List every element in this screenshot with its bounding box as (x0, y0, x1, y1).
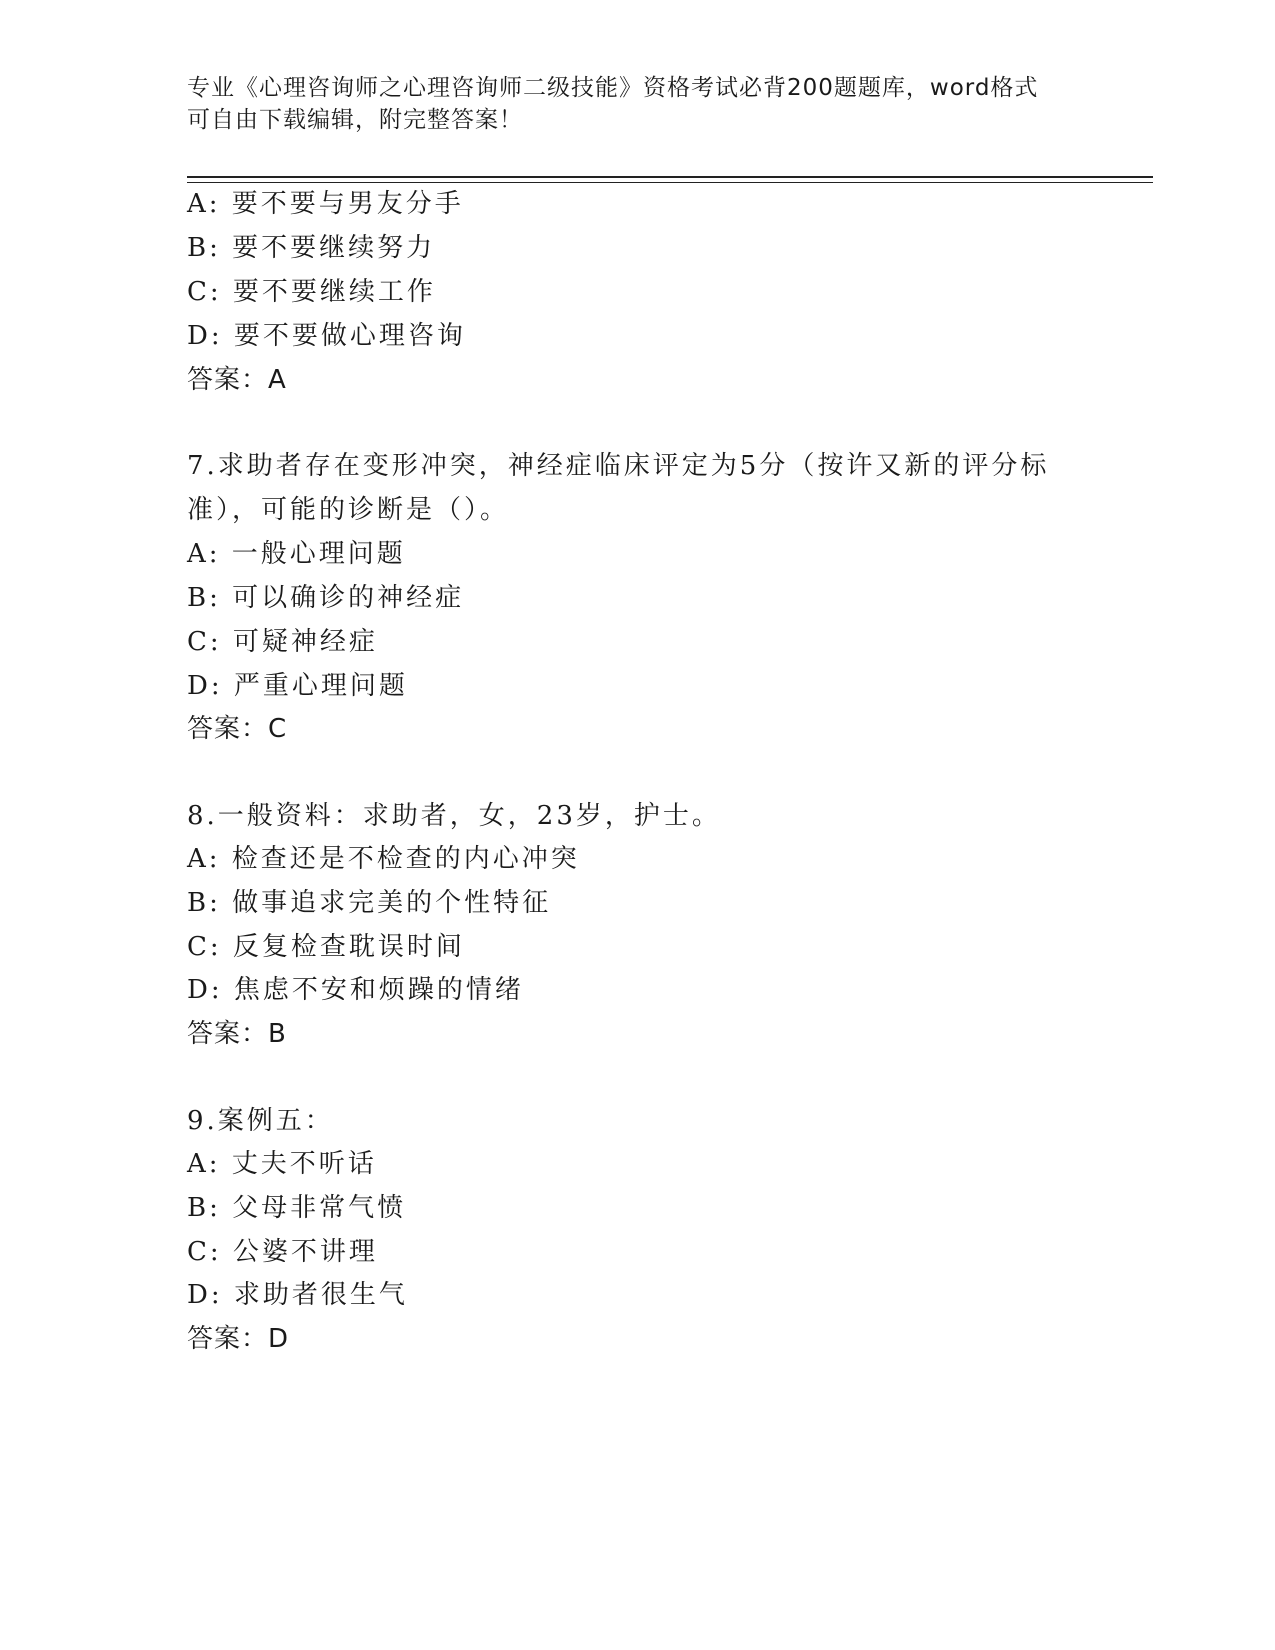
q9-option-d: D: 求助者很生气 (187, 1280, 408, 1310)
q6-option-c: C: 要不要继续工作 (187, 277, 436, 307)
header-divider-thin (187, 182, 1153, 183)
q6-option-b: B: 要不要继续努力 (187, 233, 436, 263)
q9-stem-line-1: 9.案例五： (187, 1106, 334, 1136)
q6-option-a: A: 要不要与男友分手 (187, 189, 464, 219)
q8-option-b: B: 做事追求完美的个性特征 (187, 888, 552, 918)
q9-option-b: B: 父母非常气愤 (187, 1193, 407, 1223)
q8-option-c: C: 反复检查耽误时间 (187, 932, 465, 962)
q7-answer: 答案：C (187, 714, 288, 744)
q8-stem-line-1: 8.一般资料：求助者，女，23岁，护士。 (187, 801, 721, 831)
q7-option-c: C: 可疑神经症 (187, 627, 378, 657)
q7-option-d: D: 严重心理问题 (187, 671, 408, 701)
document-header (187, 72, 1087, 136)
q7-option-b: B: 可以确诊的神经症 (187, 583, 465, 613)
header-line-1: 专业《心理咨询师之心理咨询师二级技能》资格考试必背200题题库，word格式 (187, 75, 1039, 101)
q9-option-c: C: 公婆不讲理 (187, 1237, 378, 1267)
q8-answer: 答案：B (187, 1019, 287, 1049)
q7-stem-line-1: 7.求助者存在变形冲突，神经症临床评定为5分（按许又新的评分标 (187, 451, 1050, 481)
header-divider-thick (187, 176, 1153, 178)
q8-option-d: D: 焦虑不安和烦躁的情绪 (187, 975, 524, 1005)
header-line-2: 可自由下载编辑，附完整答案！ (187, 107, 523, 133)
q9-option-a: A: 丈夫不听话 (187, 1149, 377, 1179)
q6-option-d: D: 要不要做心理咨询 (187, 321, 466, 351)
q7-stem-line-2: 准），可能的诊断是（）。 (187, 495, 510, 525)
q7-option-a: A: 一般心理问题 (187, 539, 406, 569)
q9-answer: 答案：D (187, 1324, 290, 1354)
q6-answer: 答案：A (187, 365, 287, 395)
q8-option-a: A: 检查还是不检查的内心冲突 (187, 844, 580, 874)
